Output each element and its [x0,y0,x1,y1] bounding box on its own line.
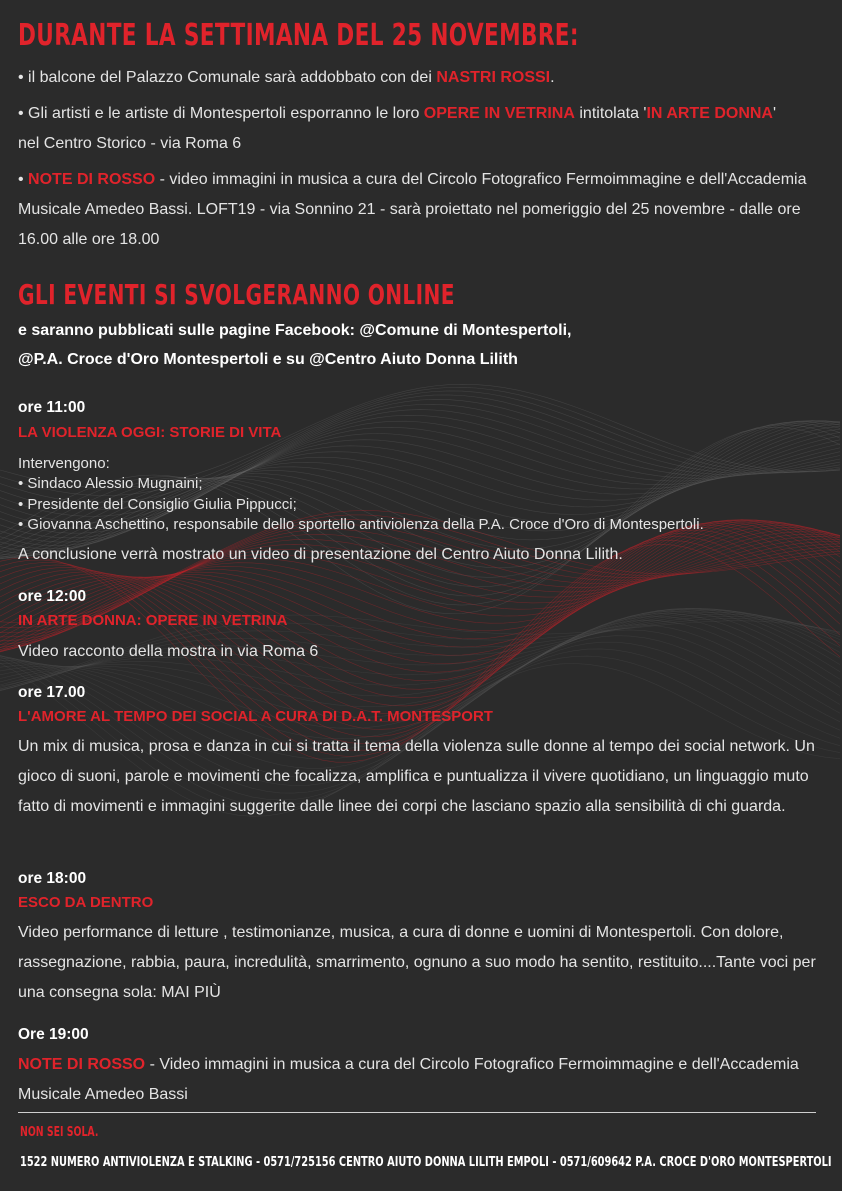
event-time-1700: ore 17.00 [18,684,86,701]
event-description: Video performance di letture , testimonianze, musica, a cura di donne e uomini di Montespertoli. Con dolore, rassegnazione, rabbia, paura, incredulità, smarrimento, ognuno a suo modo ha sentito, restituito....Tante voci per una consegna sola: MAI PIÙ [18,924,816,1001]
event-speaker: • Presidente del Consiglio Giulia Pippucci; [18,496,297,513]
week-item-video: • NOTE DI ROSSO - video immagini in musica a cura del Circolo Fotografico Fermoimmagine e dell'Accademia Musicale Amedeo Bassi. LOFT19 - via Sonnino 21 - sarà proiettato nel pomeriggio del 25 novembre - dalle ore 16.00 alle ore 18.00 [18,171,807,248]
week-item-exhibition-location: nel Centro Storico - via Roma 6 [18,135,242,152]
event-title-amore-social: L'AMORE AL TEMPO DEI SOCIAL A CURA DI D.A.T. MONTESPORT [18,708,493,725]
online-line-1: e saranno pubblicati sulle pagine Facebook: @Comune di Montespertoli, [18,322,572,339]
online-title: GLI EVENTI SI SVOLGERANNO ONLINE [18,278,455,311]
event-speakers-intro: Intervengono: [18,455,110,472]
online-line-2: @P.A. Croce d'Oro Montespertoli e su @Centro Aiuto Donna Lilith [18,351,518,368]
week-title: DURANTE LA SETTIMANA DEL 25 NOVEMBRE: [18,18,579,53]
highlight-note-di-rosso: NOTE DI ROSSO [28,171,156,188]
event-title-esco-da-dentro: ESCO DA DENTRO [18,894,154,911]
event-speaker: • Giovanna Aschettino, responsabile dello sportello antiviolenza della P.A. Croce d'Oro di Montespertoli. [18,516,704,533]
highlight-in-arte-donna: IN ARTE DONNA [646,105,773,122]
event-time-1100: ore 11:00 [18,399,86,416]
highlight-nastri-rossi: NASTRI ROSSI [436,69,551,86]
highlight-opere-in-vetrina: OPERE IN VETRINA [423,105,575,122]
event-title-in-arte-donna: IN ARTE DONNA: OPERE IN VETRINA [18,612,288,629]
event-closing-note: A conclusione verrà mostrato un video di presentazione del Centro Aiuto Donna Lilith. [18,546,623,563]
week-item-ribbons: • il balcone del Palazzo Comunale sarà addobbato con dei NASTRI ROSSI. [18,69,555,86]
wave-line [0,521,840,655]
event-title-note-di-rosso: NOTE DI ROSSO [18,1056,146,1073]
footer-slogan: NON SEI SOLA. [20,1125,99,1140]
event-time-1900: Ore 19:00 [18,1026,89,1043]
footer-divider [18,1112,816,1113]
wave-line [0,524,840,648]
event-title-violenza-oggi: LA VIOLENZA OGGI: STORIE DI VITA [18,424,282,441]
event-time-1200: ore 12:00 [18,588,87,605]
footer-contacts: 1522 NUMERO ANTIVIOLENZA E STALKING - 0571/725156 CENTRO AIUTO DONNA LILITH EMPOLI - 0571/609642 P.A. CROCE D'ORO MONTESPERTOLI [20,1155,832,1170]
event-note-di-rosso: NOTE DI ROSSO - Video immagini in musica a cura del Circolo Fotografico Fermoimmagine e dell'Accademia Musicale Amedeo Bassi [18,1056,799,1103]
event-description: Un mix di musica, prosa e danza in cui si tratta il tema della violenza sulle donne al tempo dei social network. Un gioco di suoni, parole e movimenti che focalizza, amplifica e puntualizza il vivere quotidiano, un linguaggio muto fatto di movimenti e immagini suggerite dalle linee dei corpi che lasciano spazio alla sensibilità di chi guarda. [18,738,815,815]
event-description: Video racconto della mostra in via Roma 6 [18,643,319,660]
week-item-exhibition: • Gli artisti e le artiste di Montespertoli esporranno le loro OPERE IN VETRINA intitolata 'IN ARTE DONNA' [18,105,777,122]
event-time-1800: ore 18:00 [18,870,87,887]
event-speaker: • Sindaco Alessio Mugnaini; [18,475,203,492]
